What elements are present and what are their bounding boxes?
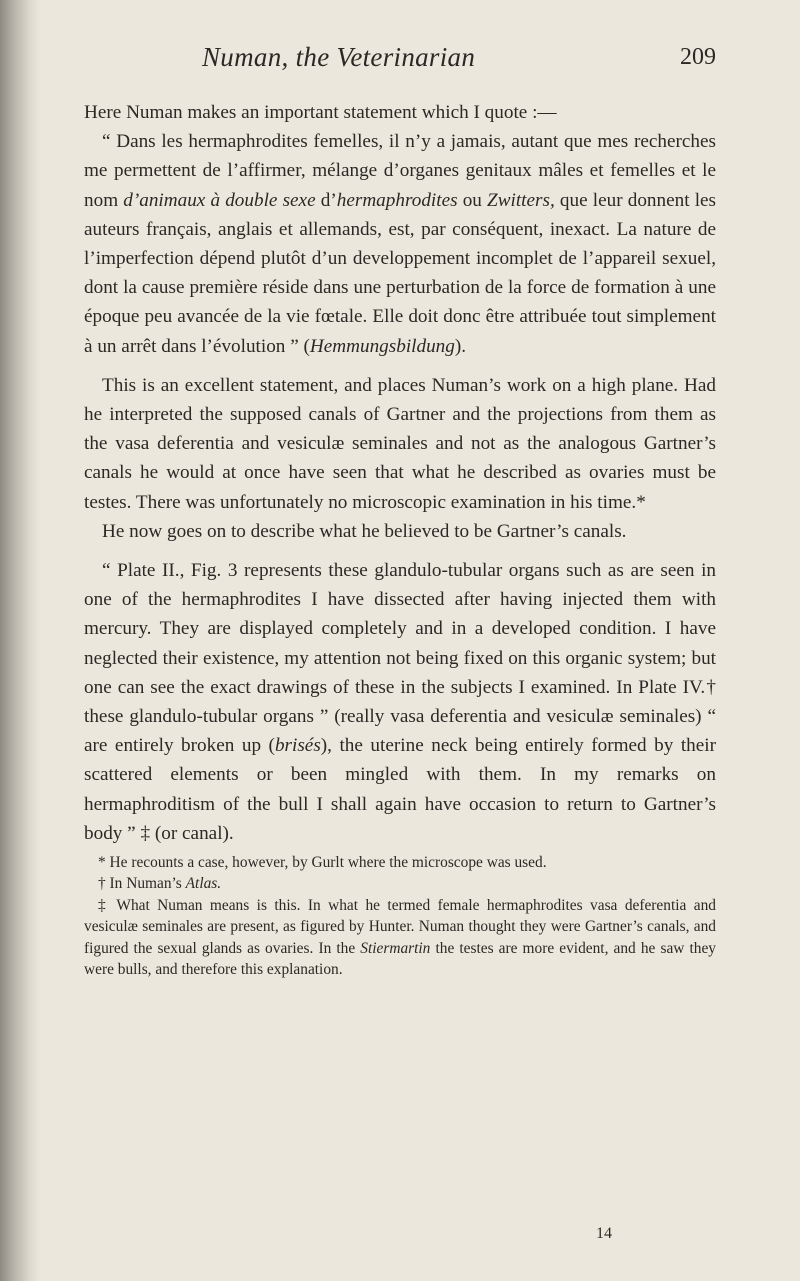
quote-text: d’ — [315, 189, 337, 211]
quote-text: “ Dans les hermaphrodites femelles, il n’y a jamais, autant que mes recherches me permettent de l’affirmer, mélange d’organes genitaux mâles et femelles et le nom — [84, 131, 716, 211]
book-page — [84, 42, 716, 981]
italic-phrase: Hemmungsbildung — [309, 335, 455, 357]
quote-text: ). — [454, 335, 467, 357]
quote-text: “ Plate II., Fig. 3 represents these glandulo-tubular organs such as are seen in one of the hermaphrodites I have dissected after having injected them with mercury. They are displayed completely and in a developed condition. I have neglected their existence, my attention not being fixed on this organic system; but one can see the exact drawings of these in the subjects I examined. In Plate IV.† these glandulo-tubular organs ” (really vasa deferentia and vesiculæ seminales) “ are entirely broken up ( — [84, 560, 716, 757]
signature-mark: 14 — [596, 1225, 612, 1242]
page-binding-shadow — [0, 0, 40, 1281]
footnote-3 — [84, 895, 716, 981]
running-head — [84, 42, 716, 94]
quote-text: que leur donnent les auteurs français, anglais et allemands, est, par conséquent, inexact. La nature de l’imperfection dépend plutôt d’un developpement incomplet de l’appareil sexuel, dont la cause première réside dans une perturbation de la force de formation à une époque peu avancée de la vie fœtale. Elle doit donc être attribuée tout simplement à un arrêt dans l’évolution ” ( — [84, 189, 717, 357]
italic-phrase: brisés — [274, 735, 321, 757]
italic-phrase: hermaphrodites — [336, 189, 458, 211]
transition-paragraph: He now goes on to describe what he believed to be Gartner’s canals. — [102, 520, 627, 542]
commentary-paragraph: This is an excellent statement, and places Numan’s work on a high plane. Had he interpreted the supposed canals of Gartner and the projections from them as the vasa deferentia and vesiculæ seminales and not as the analogous Gartner’s canals he would at once have seen that what he described as ovaries must be testes. There was unfortunately no microscopic examination in his time.* — [84, 374, 716, 513]
footnote-1: * He recounts a case, however, by Gurlt where the microscope was used. — [98, 854, 547, 872]
footnote-text: † In Numan’s — [98, 875, 186, 893]
body-text — [84, 98, 716, 848]
footnote-text: ‡ What Numan means is this. In what he termed female hermaphrodites vasa deferentia and vesiculæ seminales are present, as figured by Hunter. Numan thought they were Gartner’s canals, and figured the sexual glands as ovaries. In the — [84, 896, 716, 957]
intro-paragraph: Here Numan makes an important statement which I quote :— — [84, 102, 557, 123]
page-number: 209 — [680, 44, 716, 70]
italic-phrase: Zwitters, — [487, 189, 555, 211]
running-head-title: Numan, the Veterinarian — [202, 42, 476, 72]
quote-text: ), the uterine neck being entirely formed by their scattered elements or been mingled with them. In my remarks on hermaphroditism of the bull I shall again have occasion to return to Gartner’s body ” ‡ (or canal). — [84, 735, 716, 844]
italic-phrase: Stiermartin — [360, 939, 431, 957]
footnote-text: the testes are more evident, and he saw they were bulls, and therefore this explanation. — [84, 939, 716, 979]
french-quote-paragraph — [84, 127, 716, 361]
italic-phrase: Atlas. — [185, 875, 222, 893]
plate-quote-paragraph — [84, 556, 716, 848]
footnotes — [84, 852, 716, 980]
italic-phrase: d’animaux à double sexe — [123, 189, 316, 211]
quote-text: ou — [457, 189, 488, 211]
footnote-2 — [84, 873, 716, 894]
